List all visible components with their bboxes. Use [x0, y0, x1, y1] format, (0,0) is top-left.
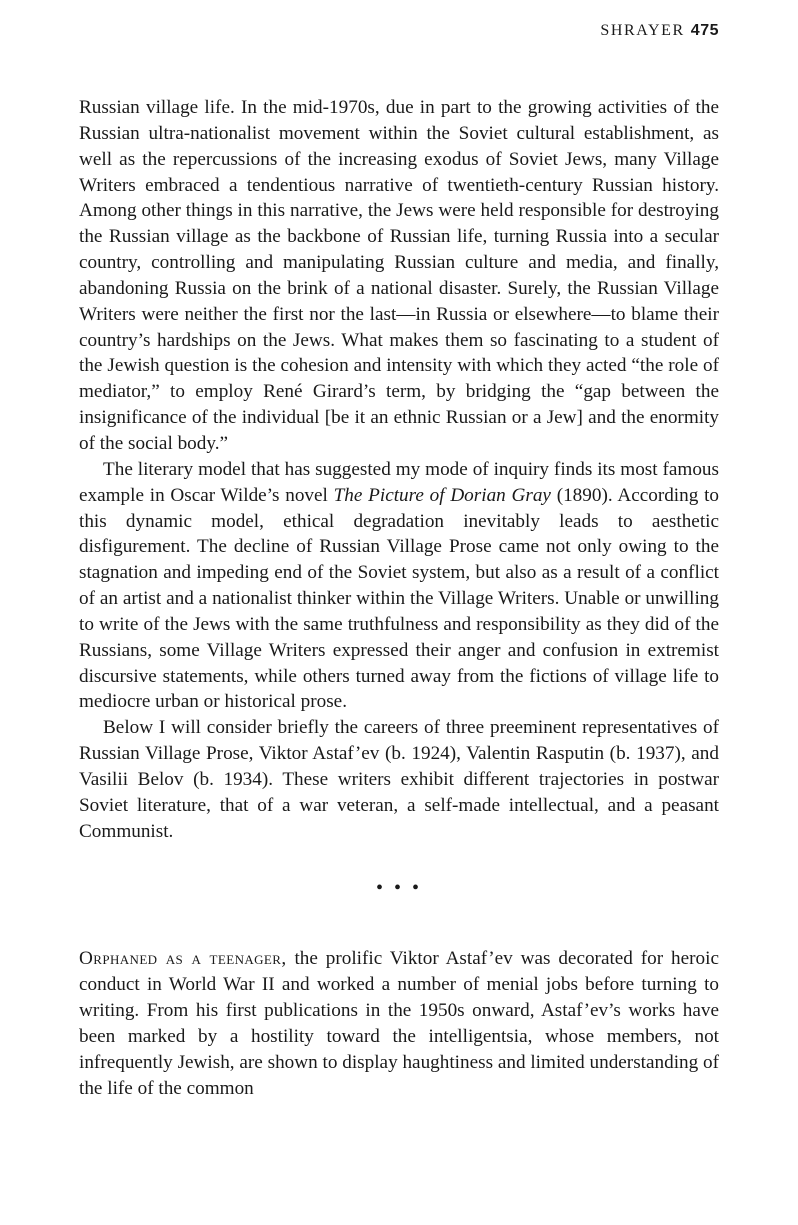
section-lead-in-smallcaps: Orphaned as a teenager,	[79, 948, 287, 970]
section-break-dots: • • •	[375, 877, 422, 900]
paragraph-1: Russian village life. In the mid-1970s, due in part to the growing activities of the Russian ultra-nationalist movement within the Soviet cultural establishment, as well as the repercussions of the increasing exodus of Soviet Jews, many Village Writers embraced a tendentious narrative of twentieth-century Russian history. Among other things in this narrative, the Jews were held responsible for destroying the Russian village as the backbone of Russian life, turning Russia into a secular country, controlling and manipulating Russian culture and media, and finally, abandoning Russia on the brink of a national disaster. Surely, the Russian Village Writers were neither the first nor the last—in Russia or elsewhere—to blame their country’s hardships on the Jews. What makes them so fascinating to a student of the Jewish question is the cohesion and intensity with which they acted “the role of mediator,” to employ René Girard’s term, by bridging the “gap between the insignificance of the individual [be it an ethnic Russian or a Jew] and the enormity of the social body.”	[79, 97, 719, 454]
running-head-author: SHRAYER	[600, 22, 685, 39]
paragraph-4	[79, 946, 719, 1101]
page-number: 475	[690, 22, 719, 39]
paragraph-4-text: the prolific Viktor Astaf’ev was decorated for heroic conduct in World War II and worked a number of menial jobs before turning to writing. From his first publications in the 1950s onward, Astaf’ev’s works have been marked by a hostility toward the intelligentsia, whose members, not infrequently Jewish, are shown to display haughtiness and limited understanding of the life of the common	[79, 948, 719, 1099]
body-text	[79, 95, 719, 1102]
paragraph-3: Below I will consider briefly the careers of three preeminent representatives of Russian Village Prose, Viktor Astaf’ev (b. 1924), Valentin Rasputin (b. 1937), and Vasilii Belov (b. 1934). These writers exhibit different trajectories in postwar Soviet literature, that of a war veteran, a self-made intellectual, and a peasant Communist.	[79, 717, 719, 842]
book-title-italic: The Picture of Dorian Gray	[333, 484, 551, 506]
running-head	[600, 22, 719, 40]
paragraph-2-text-a: The literary model that has suggested my mode of inquiry finds its most famous example in Oscar Wilde’s novel	[79, 458, 719, 506]
paragraph-2	[79, 457, 719, 715]
paragraph-2-text-b: (1890). According to this dynamic model, ethical degradation inevitably leads to aesthetic disfigurement. The decline of Russian Village Prose came not only owing to the stagnation and impeding end of the Soviet system, but also as a result of a conflict of an artist and a nationalist thinker within the Village Writers. Unable or unwilling to write of the Jews with the same truthfulness and responsibility as they did of the Russians, some Village Writers expressed their anger and confusion in extremist discursive statements, while others turned away from the fictions of village life to mediocre urban or historical prose.	[79, 484, 720, 713]
